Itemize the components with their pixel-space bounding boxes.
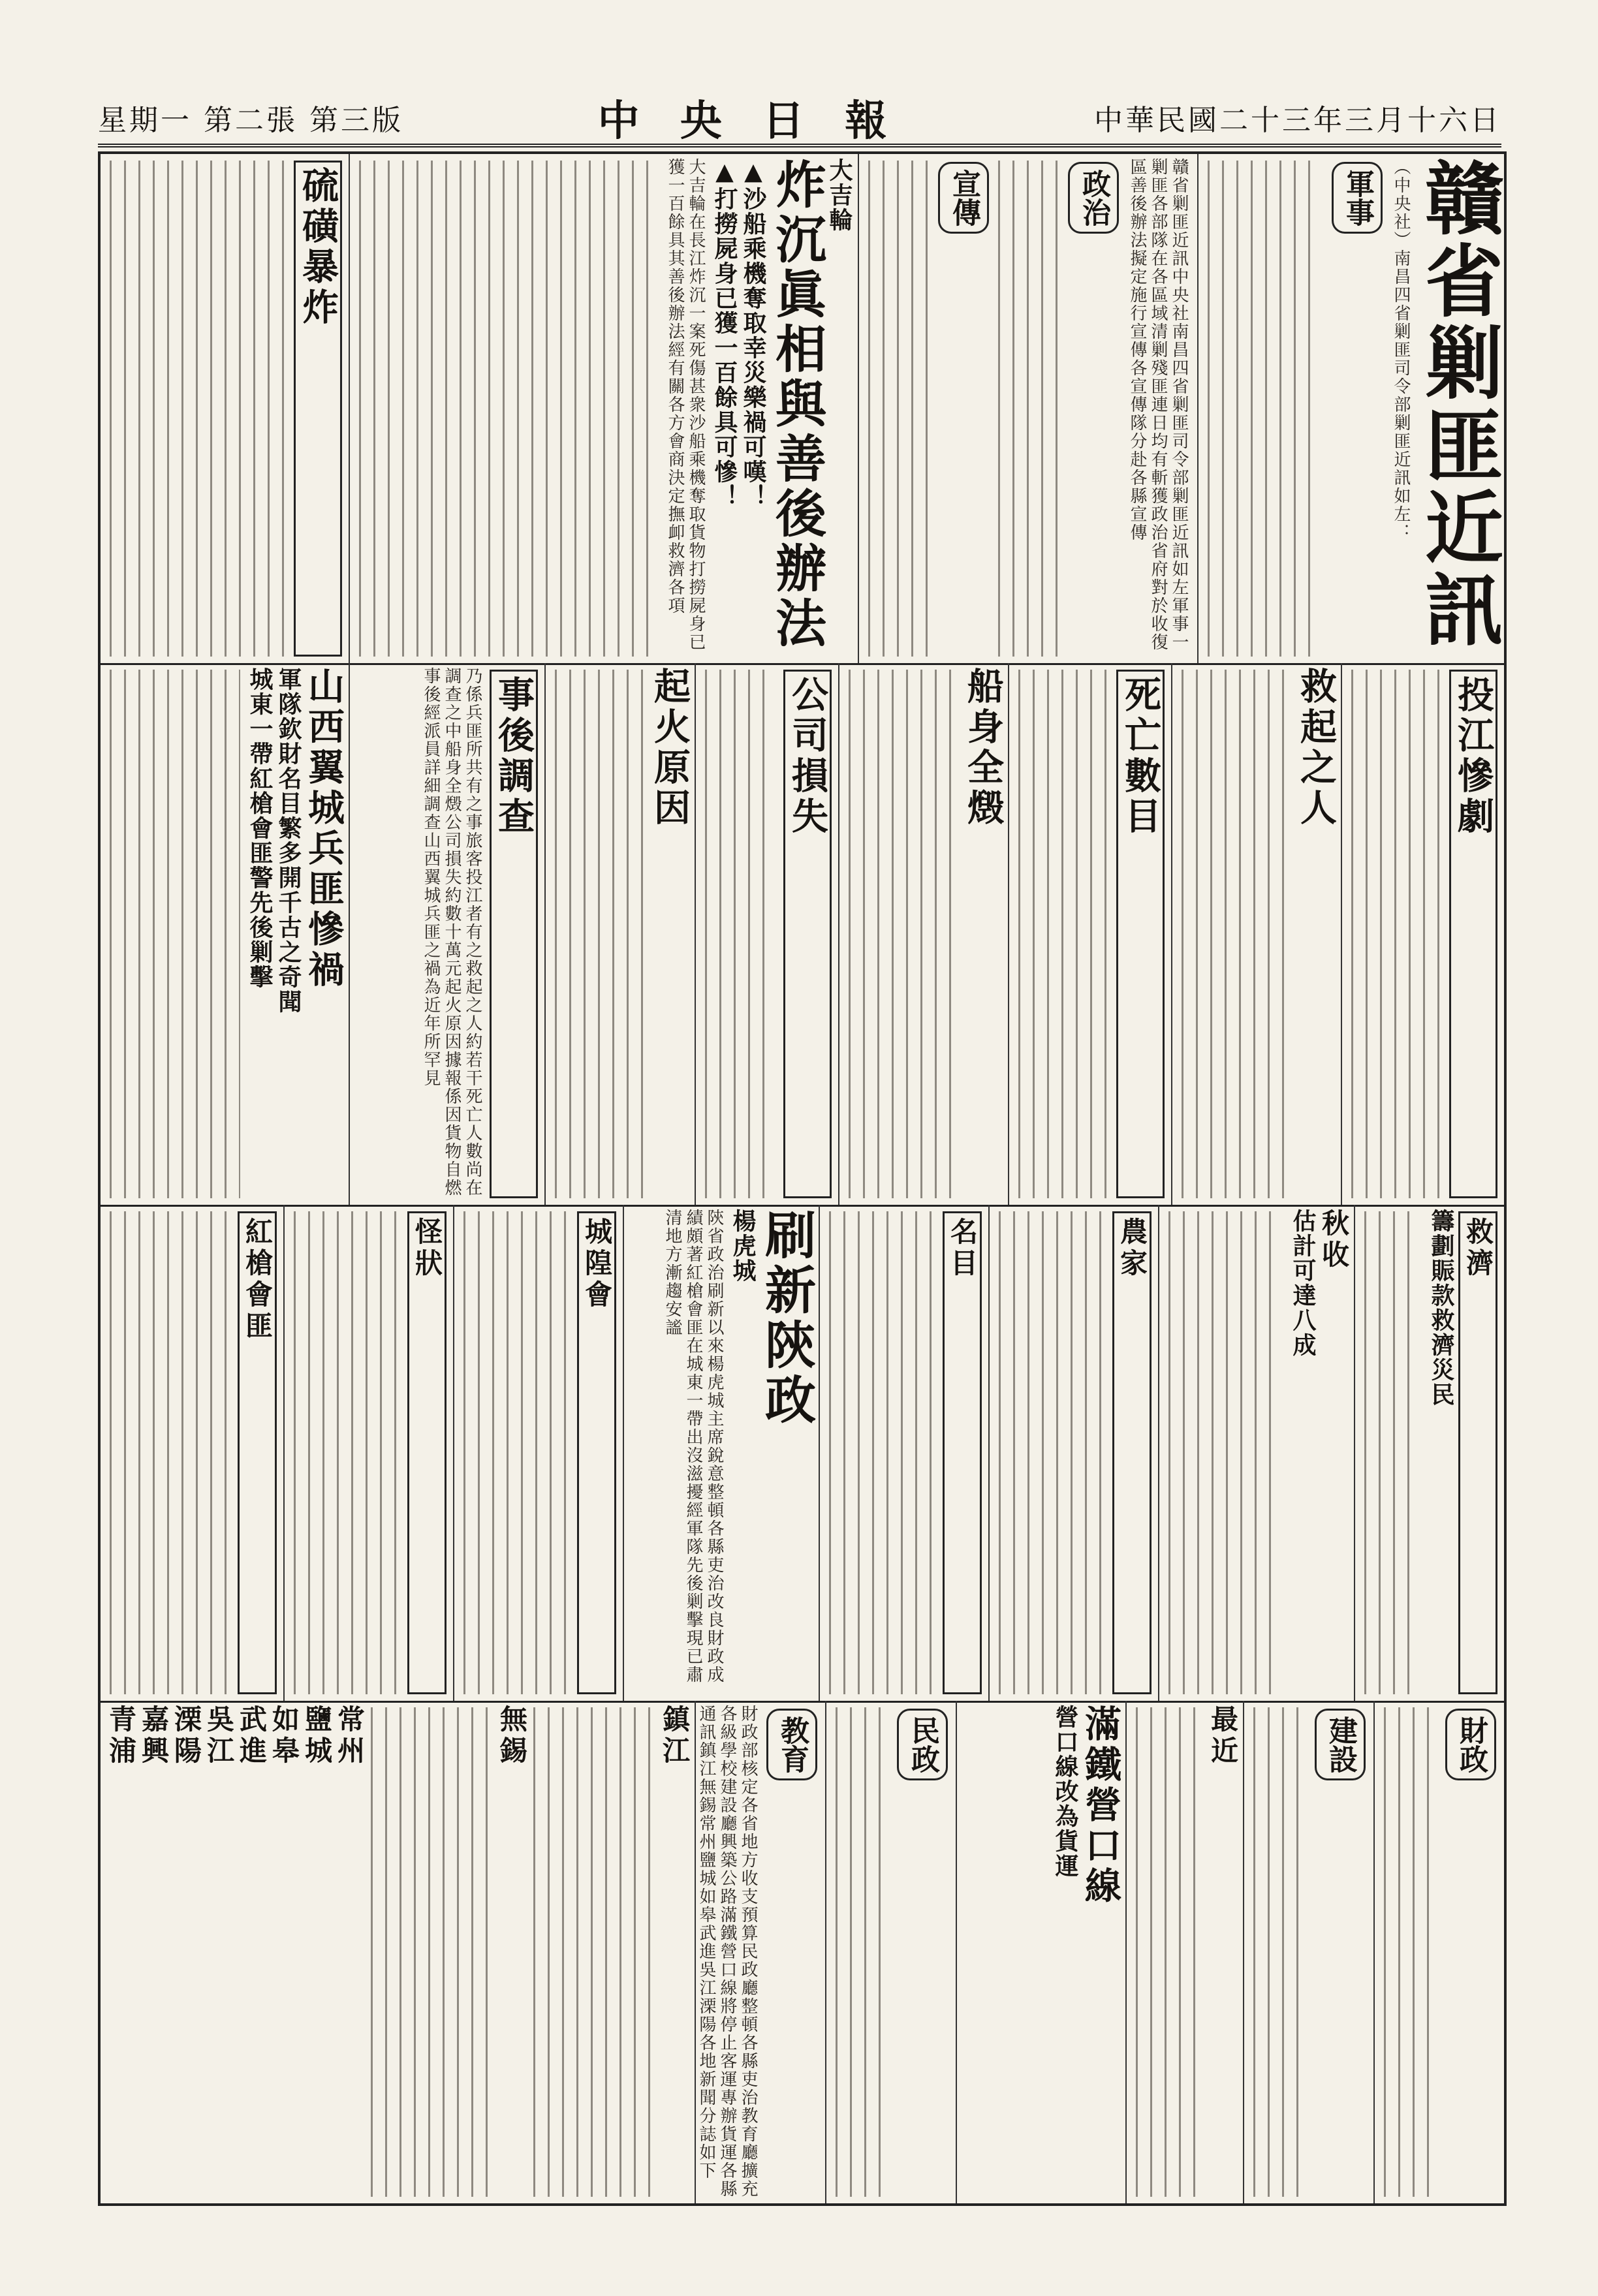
publication-date: 中華民國二十三年三月十六日 — [1093, 104, 1501, 137]
band-second — [101, 663, 1504, 1207]
education-tag: 教育 — [766, 1709, 817, 1780]
boat-subhead-1: ▲沙船乘機奪取幸災樂禍可嘆！ — [740, 158, 767, 509]
yancheng-headline: 鹽城 — [301, 1705, 333, 1767]
dead-text — [1018, 670, 1108, 1198]
main-story-body: 贛省剿匪近訊中央社南昌四省剿匪司令部剿匪近訊如左軍事一剿匪各部隊在各區域清剿殘匪連日均有斬獲政治省府對於收復區善後辦法擬定施行宣傳各宣傳隊分赴各縣宣傳 — [1127, 158, 1189, 651]
people-text — [836, 1707, 888, 2197]
dead-headline: 死亡數目 — [1116, 670, 1165, 1198]
tax-column — [819, 1205, 988, 1701]
tax-text — [829, 1211, 935, 1694]
zhenjiang-text — [533, 1707, 653, 2197]
relief-column — [1354, 1205, 1504, 1701]
farm-text — [999, 1211, 1104, 1694]
rail-headline: 滿鐵營口線 — [1079, 1705, 1122, 1907]
wujin-headline: 武進 — [236, 1705, 268, 1767]
after-column — [349, 663, 544, 1205]
build-column — [1243, 1701, 1373, 2203]
dead-column — [1008, 663, 1171, 1205]
latest-text — [1136, 1707, 1201, 2197]
latest-column — [1125, 1701, 1243, 2203]
shanxi-text — [110, 670, 240, 1198]
people-tag: 民政 — [897, 1709, 948, 1780]
redspear-column — [101, 1205, 283, 1701]
band-third — [101, 1205, 1504, 1703]
shaanxi-headline: 刷新陝政 — [757, 1209, 816, 1428]
harvest-subhead: 估計可達八成 — [1289, 1209, 1317, 1357]
section-propaganda-tag: 宣傳 — [938, 162, 989, 234]
relief-headline: 救濟 — [1458, 1211, 1497, 1694]
section-military-tag: 軍事 — [1332, 162, 1383, 234]
band-bottom — [101, 1701, 1504, 2203]
sulfur-headline: 硫磺暴炸 — [294, 161, 342, 657]
harvest-headline: 秋收 — [1318, 1209, 1350, 1271]
shaanxi-column — [623, 1205, 819, 1701]
fire-headline: 起火原因 — [648, 667, 691, 829]
people-column — [825, 1701, 956, 2203]
farm-headline: 農家 — [1112, 1211, 1152, 1694]
boat-kicker: 大吉輪 — [826, 158, 853, 232]
main-story-text — [1208, 161, 1323, 657]
wuxi-text — [371, 1707, 490, 2197]
main-story-lead: （中央社）南昌四省剿匪司令部剿匪近訊如左： — [1391, 158, 1411, 542]
jiang-column — [1341, 663, 1504, 1205]
redspear-text — [110, 1211, 230, 1694]
build-tag: 建設 — [1315, 1709, 1366, 1780]
wuxi-headline: 無錫 — [496, 1705, 528, 1767]
shanxi-headline: 山西翼城兵匪慘禍 — [302, 667, 345, 991]
boat-story-body: 大吉輪在長江炸沉一案死傷甚衆沙船乘機奪取貨物打撈屍身已獲一百餘具其善後辦法經有關各方會商決定撫卹救濟各項 — [665, 158, 706, 651]
after-headline: 事後調查 — [490, 670, 538, 1198]
fire-column — [544, 663, 695, 1205]
harvest-text — [1168, 1211, 1283, 1694]
oddity-headline: 怪狀 — [407, 1211, 446, 1694]
paper-name: 中 央 日 報 — [597, 97, 900, 146]
build-text — [1253, 1707, 1306, 2197]
company-text — [705, 670, 776, 1198]
redspear-headline: 紅槍會匪 — [238, 1211, 277, 1694]
masthead — [98, 91, 1501, 147]
politics-column — [858, 154, 1197, 663]
boat-headline: 炸沉眞相與善後辦法 — [767, 158, 826, 651]
education-column — [695, 1701, 825, 2203]
band-top — [101, 154, 1504, 665]
sink-column — [838, 663, 1008, 1205]
jiang-text — [1351, 670, 1441, 1198]
farm-column — [988, 1205, 1158, 1701]
boat-story-text — [359, 161, 655, 657]
latest-headline: 最近 — [1207, 1705, 1239, 1767]
politics-text — [998, 161, 1059, 657]
rail-subhead: 營口線改為貨運 — [1052, 1705, 1079, 1878]
propaganda-text — [868, 161, 929, 657]
rescue-column — [1171, 663, 1341, 1205]
rescue-headline: 救起之人 — [1294, 667, 1338, 829]
temple-column — [453, 1205, 623, 1701]
shanxi-subhead-2: 城東一帶紅槍會匪警先後剿擊 — [246, 667, 274, 989]
issue-info: 星期一 第二張 第三版 — [98, 104, 403, 137]
shanxi-column — [101, 663, 349, 1205]
band4-body: 財政部核定各省地方收支預算民政廳整頓各縣吏治教育廳擴充各級學校建設廳興築公路滿鐵營口線將停止客運專辦貨運各縣通訊鎮江無錫常州鹽城如皋武進吳江溧陽各地新聞分誌如下 — [697, 1705, 758, 2198]
finance-column — [1373, 1701, 1504, 2203]
finance-text — [1384, 1707, 1436, 2197]
section-politics-tag: 政治 — [1068, 162, 1119, 234]
finance-tag: 財政 — [1445, 1709, 1496, 1780]
page-body — [98, 151, 1507, 2206]
relief-text — [1364, 1211, 1422, 1694]
relief-subhead: 籌劃賑款救濟災民 — [1428, 1209, 1455, 1407]
fire-text — [555, 670, 644, 1198]
changzhou-headline: 常州 — [334, 1705, 366, 1767]
boat-subhead-2: ▲打撈屍身已獲一百餘具可慘！ — [711, 158, 738, 509]
qingpu-headline: 青浦 — [105, 1705, 137, 1767]
rail-column — [956, 1701, 1125, 2203]
temple-text — [463, 1211, 569, 1694]
main-story-column — [1197, 154, 1504, 663]
rescue-text — [1182, 670, 1290, 1198]
jiaxing-headline: 嘉興 — [138, 1705, 170, 1767]
temple-headline: 城隍會 — [577, 1211, 616, 1694]
boat-story-column — [349, 154, 858, 663]
main-headline: 贛省剿匪近訊 — [1412, 158, 1504, 651]
sink-headline: 船身全燬 — [962, 667, 1005, 829]
company-headline: 公司損失 — [783, 670, 832, 1198]
band3-body: 陝省政治刷新以來楊虎城主席銳意整頓各縣吏治改良財政成績頗著紅槍會匪在城東一帶出沒滋擾經軍隊先後剿擊現已肅清地方漸趨安謐 — [663, 1209, 724, 1684]
shaanxi-subhead: 楊虎城 — [729, 1209, 757, 1283]
sulfur-story-column — [101, 154, 349, 663]
oddity-text — [294, 1211, 400, 1694]
jiang-headline: 投江慘劇 — [1449, 670, 1497, 1198]
sulfur-story-text — [110, 161, 286, 657]
rugao-headline: 如皋 — [268, 1705, 300, 1767]
sink-text — [849, 670, 957, 1198]
harvest-column — [1158, 1205, 1354, 1701]
zhenjiang-headline: 鎮江 — [659, 1705, 691, 1767]
liyang-headline: 溧陽 — [170, 1705, 202, 1767]
tax-headline: 名目 — [943, 1211, 982, 1694]
shanxi-subhead-1: 軍隊欽財名目繁多開千古之奇聞 — [275, 667, 302, 1014]
band2-body: 乃係兵匪所共有之事旅客投江者有之救起之人約若干死亡人數尚在調查之中船身全燬公司損失約數十萬元起火原因據報係因貨物自燃事後經派員詳細調查山西翼城兵匪之禍為近年所罕見 — [421, 667, 482, 1197]
wujiang-headline: 吳江 — [203, 1705, 235, 1767]
oddity-column — [283, 1205, 453, 1701]
local-news-column — [101, 1701, 695, 2203]
company-column — [695, 663, 838, 1205]
